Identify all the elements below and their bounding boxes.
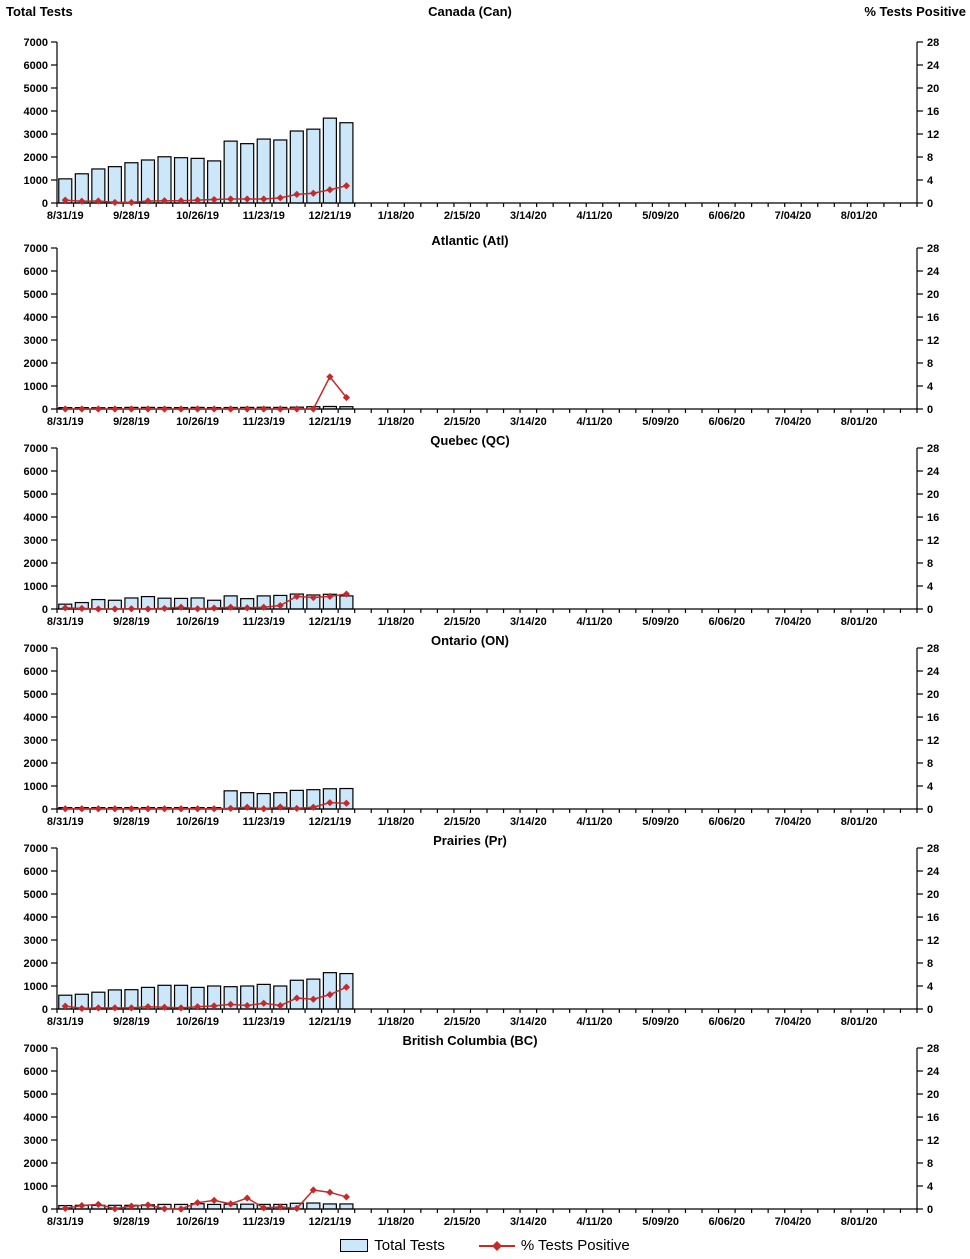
panel-title-prairies: Prairies (Pr) [433, 833, 507, 848]
x-tick-label: 11/23/19 [242, 416, 285, 428]
x-tick-label: 6/06/20 [708, 816, 746, 828]
y-right-tick-label: 8 [927, 358, 934, 370]
axes-group [51, 248, 923, 413]
pct-marker [161, 405, 168, 412]
pct-marker [177, 405, 184, 412]
x-tick-label: 5/09/20 [642, 416, 680, 428]
y-right-tick-label: 28 [927, 37, 940, 49]
y-right-tick-label: 20 [927, 489, 940, 501]
pct-marker [161, 805, 168, 812]
bar [257, 139, 270, 203]
x-tick-label: 8/01/20 [840, 616, 878, 628]
y-right-tick-label: 4 [927, 581, 934, 593]
pct-marker [95, 405, 102, 412]
y-left-tick-label: 6000 [23, 60, 48, 72]
y-left-tick-label: 3000 [23, 735, 48, 747]
y-left-tick-label: 3000 [23, 535, 48, 547]
y-left-tick-label: 2000 [23, 558, 48, 570]
x-tick-label: 8/31/19 [46, 1016, 84, 1028]
y-right-tick-label: 4 [927, 1181, 934, 1193]
y-right-tick-label: 24 [927, 666, 940, 678]
axes-group [51, 648, 923, 813]
diamond-marker-icon [492, 1241, 502, 1251]
pct-marker [343, 1193, 350, 1200]
bar [307, 979, 320, 1009]
pct-marker [194, 405, 201, 412]
bar [191, 158, 204, 203]
pct-marker [244, 1194, 251, 1201]
x-tick-label: 11/23/19 [242, 210, 285, 222]
panel-atlantic [0, 232, 970, 432]
bar [340, 596, 353, 609]
y-right-tick-label: 8 [927, 558, 934, 570]
y-right-tick-label: 0 [927, 1204, 934, 1216]
x-tick-label: 9/28/19 [113, 416, 150, 428]
pct-marker [95, 805, 102, 812]
pct-marker [244, 405, 251, 412]
y-right-tick-label: 16 [927, 106, 940, 118]
y-left-tick-label: 3000 [23, 129, 48, 141]
legend-label-total-tests: Total Tests [374, 1237, 445, 1254]
bar [340, 1204, 353, 1209]
y-right-tick-label: 0 [927, 198, 934, 210]
y-right-tick-label: 16 [927, 312, 940, 324]
y-left-tick-label: 7000 [23, 1043, 48, 1055]
y-left-tick-label: 7000 [23, 443, 48, 455]
x-tick-label: 5/09/20 [642, 816, 680, 828]
bar [323, 973, 336, 1009]
panel-british-columbia [0, 1032, 970, 1232]
x-tick-label: 11/23/19 [242, 816, 285, 828]
x-tick-label: 12/21/19 [308, 616, 352, 628]
y-left-tick-label: 1000 [23, 981, 48, 993]
y-right-tick-label: 28 [927, 843, 940, 855]
x-tick-label: 10/26/19 [176, 816, 219, 828]
y-left-tick-label: 3000 [23, 935, 48, 947]
y-left-tick-label: 5000 [23, 83, 48, 95]
y-right-tick-label: 28 [927, 243, 940, 255]
x-tick-label: 9/28/19 [113, 616, 150, 628]
x-tick-label: 4/11/20 [576, 616, 613, 628]
x-tick-label: 6/06/20 [708, 616, 746, 628]
x-tick-label: 7/04/20 [774, 616, 812, 628]
x-tick-label: 1/18/20 [377, 1016, 415, 1028]
bar [241, 144, 254, 203]
x-tick-label: 8/01/20 [840, 1016, 878, 1028]
x-tick-label: 3/14/20 [509, 816, 547, 828]
x-tick-label: 6/06/20 [708, 1216, 746, 1228]
y-left-tick-label: 5000 [23, 1089, 48, 1101]
y-right-tick-label: 20 [927, 1089, 940, 1101]
pct-marker [62, 405, 69, 412]
y-right-tick-label: 12 [927, 129, 940, 141]
y-left-tick-label: 2000 [23, 758, 48, 770]
x-tick-label: 10/26/19 [176, 210, 219, 222]
bar [125, 163, 138, 203]
x-tick-label: 11/23/19 [242, 1216, 285, 1228]
pct-marker [177, 805, 184, 812]
x-tick-label: 12/21/19 [308, 816, 352, 828]
chart-british-columbia [0, 1032, 970, 1232]
x-tick-label: 2/15/20 [443, 616, 481, 628]
x-tick-label: 3/14/20 [509, 416, 547, 428]
pct-marker [211, 405, 218, 412]
panel-quebec [0, 432, 970, 632]
legend-label-pct-positive: % Tests Positive [520, 1237, 630, 1254]
y-right-tick-label: 12 [927, 1135, 940, 1147]
bars-group [59, 594, 353, 609]
x-tick-label: 3/14/20 [509, 210, 547, 222]
y-left-tick-label: 3000 [23, 335, 48, 347]
y-left-tick-label: 4000 [23, 712, 48, 724]
chart-ontario [0, 632, 970, 832]
y-left-tick-label: 4000 [23, 1112, 48, 1124]
y-left-tick-label: 4000 [23, 312, 48, 324]
y-left-tick-label: 2000 [23, 358, 48, 370]
y-right-tick-label: 28 [927, 1043, 940, 1055]
y-left-tick-label: 0 [41, 198, 48, 210]
pct-marker [128, 805, 135, 812]
x-tick-label: 2/15/20 [443, 1016, 481, 1028]
legend-item-total-tests [340, 1237, 445, 1254]
pct-marker [78, 805, 85, 812]
y-left-tick-label: 1000 [23, 175, 48, 187]
x-tick-label: 5/09/20 [642, 1016, 680, 1028]
y-left-tick-label: 2000 [23, 152, 48, 164]
y-left-tick-label: 5000 [23, 489, 48, 501]
bar [175, 158, 188, 203]
pct-positive-line [65, 186, 346, 203]
bar [208, 1204, 221, 1209]
y-right-tick-label: 0 [927, 804, 934, 816]
x-tick-label: 4/11/20 [576, 416, 613, 428]
y-left-tick-label: 6000 [23, 866, 48, 878]
pct-marker [211, 805, 218, 812]
y-right-tick-label: 0 [927, 1004, 934, 1016]
right-axis-title: % Tests Positive [864, 4, 966, 19]
bars-group [59, 973, 353, 1009]
x-tick-label: 7/04/20 [774, 210, 812, 222]
line-diamond-swatch-icon [479, 1245, 515, 1247]
y-right-tick-label: 16 [927, 512, 940, 524]
x-tick-label: 1/18/20 [377, 816, 415, 828]
pct-marker [78, 405, 85, 412]
x-tick-label: 12/21/19 [308, 1216, 352, 1228]
panel-canada [0, 0, 970, 232]
pct-marker [194, 805, 201, 812]
x-tick-label: 5/09/20 [642, 210, 680, 222]
panel-title-british-columbia: British Columbia (BC) [402, 1033, 538, 1048]
y-left-tick-label: 4000 [23, 106, 48, 118]
chart-atlantic [0, 232, 970, 432]
y-right-tick-label: 4 [927, 981, 934, 993]
x-tick-label: 12/21/19 [308, 416, 352, 428]
x-tick-label: 8/01/20 [840, 816, 878, 828]
y-left-tick-label: 2000 [23, 958, 48, 970]
pct-marker [144, 805, 151, 812]
bars-group [59, 118, 353, 203]
pct-marker [227, 405, 234, 412]
y-left-tick-label: 7000 [23, 843, 48, 855]
legend-item-pct-positive [479, 1237, 630, 1254]
panel-title-ontario: Ontario (ON) [431, 633, 509, 648]
x-tick-label: 6/06/20 [708, 1016, 746, 1028]
panel-title-quebec: Quebec (QC) [430, 433, 510, 448]
x-tick-label: 2/15/20 [443, 816, 481, 828]
y-left-tick-label: 3000 [23, 1135, 48, 1147]
x-tick-label: 9/28/19 [113, 816, 150, 828]
bar [340, 974, 353, 1009]
y-left-tick-label: 1000 [23, 1181, 48, 1193]
left-axis-title: Total Tests [6, 4, 73, 19]
y-right-tick-label: 24 [927, 266, 940, 278]
x-tick-label: 5/09/20 [642, 1216, 680, 1228]
y-left-tick-label: 6000 [23, 1066, 48, 1078]
x-tick-label: 10/26/19 [176, 416, 219, 428]
panel-title-atlantic: Atlantic (Atl) [431, 233, 509, 248]
y-left-tick-label: 6000 [23, 266, 48, 278]
bars-group [59, 789, 353, 809]
y-right-tick-label: 0 [927, 604, 934, 616]
bar [323, 1204, 336, 1209]
bar [224, 141, 237, 203]
x-tick-label: 1/18/20 [377, 210, 415, 222]
x-tick-label: 7/04/20 [774, 416, 812, 428]
x-tick-label: 4/11/20 [576, 816, 613, 828]
y-right-tick-label: 24 [927, 866, 940, 878]
y-left-tick-label: 7000 [23, 643, 48, 655]
y-right-tick-label: 20 [927, 689, 940, 701]
y-right-tick-label: 16 [927, 712, 940, 724]
y-right-tick-label: 8 [927, 152, 934, 164]
y-left-tick-label: 0 [41, 804, 48, 816]
y-left-tick-label: 5000 [23, 889, 48, 901]
x-tick-label: 6/06/20 [708, 416, 746, 428]
x-tick-label: 6/06/20 [708, 210, 746, 222]
panel-prairies [0, 832, 970, 1032]
chart-quebec [0, 432, 970, 632]
bar [340, 123, 353, 203]
x-tick-label: 3/14/20 [509, 1216, 547, 1228]
axes-group [51, 448, 923, 613]
y-right-tick-label: 4 [927, 781, 934, 793]
bar [141, 160, 154, 203]
y-right-tick-label: 8 [927, 758, 934, 770]
pct-positive-line [65, 594, 346, 609]
x-tick-label: 4/11/20 [576, 210, 613, 222]
x-tick-label: 4/11/20 [576, 1216, 613, 1228]
pct-marker [326, 1189, 333, 1196]
pct-positive-line [65, 377, 346, 409]
x-tick-label: 2/15/20 [443, 416, 481, 428]
y-left-tick-label: 7000 [23, 243, 48, 255]
x-tick-label: 4/11/20 [576, 1016, 613, 1028]
bar [158, 157, 171, 203]
y-right-tick-label: 28 [927, 643, 940, 655]
y-left-tick-label: 7000 [23, 37, 48, 49]
x-tick-label: 9/28/19 [113, 210, 150, 222]
y-left-tick-label: 1000 [23, 781, 48, 793]
pct-marker [111, 405, 118, 412]
y-right-tick-label: 28 [927, 443, 940, 455]
x-tick-label: 8/01/20 [840, 416, 878, 428]
pct-marker [62, 805, 69, 812]
y-right-tick-label: 24 [927, 1066, 940, 1078]
legend [0, 1232, 970, 1259]
x-tick-label: 5/09/20 [642, 616, 680, 628]
x-tick-label: 7/04/20 [774, 816, 812, 828]
y-right-tick-label: 16 [927, 912, 940, 924]
pct-marker [144, 405, 151, 412]
x-tick-label: 8/01/20 [840, 1216, 878, 1228]
chart-prairies [0, 832, 970, 1032]
y-right-tick-label: 20 [927, 889, 940, 901]
y-right-tick-label: 24 [927, 60, 940, 72]
bar [108, 167, 121, 203]
y-right-tick-label: 12 [927, 935, 940, 947]
labels-group [24, 643, 941, 828]
axes-group [51, 1048, 923, 1213]
y-left-tick-label: 2000 [23, 1158, 48, 1170]
x-tick-label: 8/01/20 [840, 210, 878, 222]
x-tick-label: 8/31/19 [46, 1216, 84, 1228]
x-tick-label: 10/26/19 [176, 616, 219, 628]
y-right-tick-label: 4 [927, 175, 934, 187]
pct-marker [111, 805, 118, 812]
x-tick-label: 1/18/20 [377, 1216, 415, 1228]
x-tick-label: 10/26/19 [176, 1016, 219, 1028]
pct-marker [260, 405, 267, 412]
y-right-tick-label: 8 [927, 958, 934, 970]
x-tick-label: 8/31/19 [46, 416, 84, 428]
chart-canada [0, 0, 970, 232]
pct-marker [277, 405, 284, 412]
pct-marker [211, 1197, 218, 1204]
x-tick-label: 2/15/20 [443, 1216, 481, 1228]
x-tick-label: 10/26/19 [176, 1216, 219, 1228]
pct-marker [128, 405, 135, 412]
y-right-tick-label: 12 [927, 335, 940, 347]
bar [307, 1203, 320, 1209]
y-left-tick-label: 5000 [23, 289, 48, 301]
y-left-tick-label: 0 [41, 604, 48, 616]
pct-marker [293, 405, 300, 412]
y-left-tick-label: 1000 [23, 581, 48, 593]
bar [274, 140, 287, 203]
bar-swatch-icon [340, 1239, 368, 1252]
y-left-tick-label: 0 [41, 1004, 48, 1016]
y-left-tick-label: 1000 [23, 381, 48, 393]
y-left-tick-label: 0 [41, 1204, 48, 1216]
x-tick-label: 9/28/19 [113, 1216, 150, 1228]
x-tick-label: 1/18/20 [377, 616, 415, 628]
pct-positive-line [65, 803, 346, 809]
labels-group [24, 1043, 941, 1228]
x-tick-label: 11/23/19 [242, 1016, 285, 1028]
y-left-tick-label: 4000 [23, 512, 48, 524]
y-right-tick-label: 12 [927, 535, 940, 547]
y-right-tick-label: 16 [927, 1112, 940, 1124]
panel-title-canada: Canada (Can) [428, 4, 512, 19]
y-left-tick-label: 6000 [23, 466, 48, 478]
x-tick-label: 11/23/19 [242, 616, 285, 628]
y-left-tick-label: 6000 [23, 666, 48, 678]
labels-group [24, 243, 941, 428]
bar [241, 1204, 254, 1209]
y-right-tick-label: 20 [927, 83, 940, 95]
x-tick-label: 7/04/20 [774, 1016, 812, 1028]
x-tick-label: 8/31/19 [46, 210, 84, 222]
x-tick-label: 8/31/19 [46, 616, 84, 628]
x-tick-label: 1/18/20 [377, 416, 415, 428]
x-tick-label: 12/21/19 [308, 1016, 352, 1028]
x-tick-label: 7/04/20 [774, 1216, 812, 1228]
y-left-tick-label: 0 [41, 404, 48, 416]
y-left-tick-label: 4000 [23, 912, 48, 924]
pct-positive-line [65, 987, 346, 1008]
x-tick-label: 8/31/19 [46, 816, 84, 828]
x-tick-label: 3/14/20 [509, 1016, 547, 1028]
pct-positive-line [65, 1190, 346, 1209]
y-right-tick-label: 12 [927, 735, 940, 747]
y-right-tick-label: 8 [927, 1158, 934, 1170]
x-tick-label: 12/21/19 [308, 210, 352, 222]
x-tick-label: 9/28/19 [113, 1016, 150, 1028]
y-right-tick-label: 4 [927, 381, 934, 393]
y-right-tick-label: 20 [927, 289, 940, 301]
panel-ontario [0, 632, 970, 832]
y-right-tick-label: 0 [927, 404, 934, 416]
y-right-tick-label: 24 [927, 466, 940, 478]
y-left-tick-label: 5000 [23, 689, 48, 701]
x-tick-label: 3/14/20 [509, 616, 547, 628]
x-tick-label: 2/15/20 [443, 210, 481, 222]
